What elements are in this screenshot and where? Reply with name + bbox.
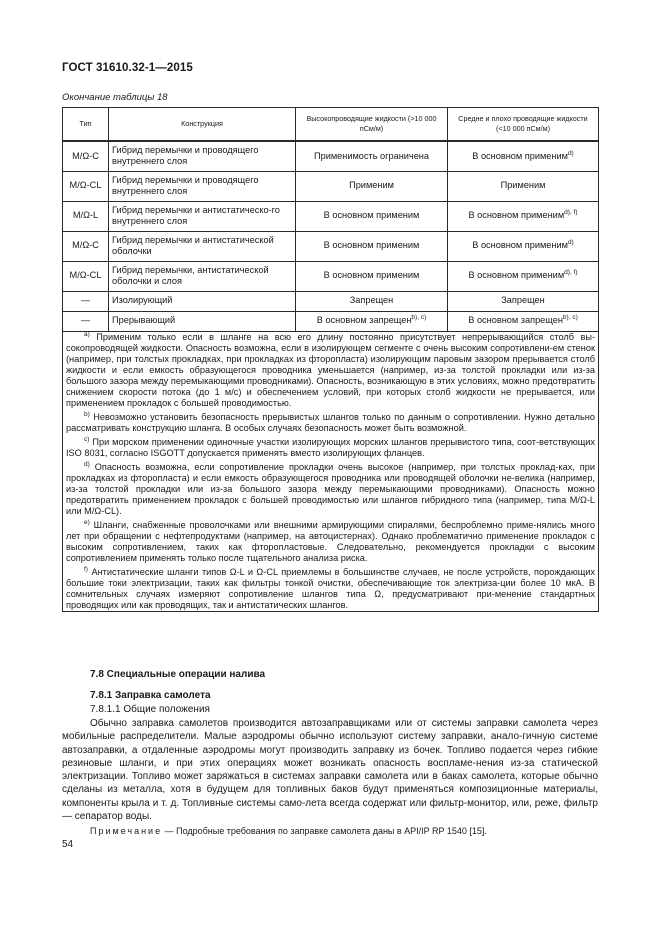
- cell-construction: Изолирующий: [109, 291, 296, 311]
- section-heading: 7.8 Специальные операции налива: [90, 669, 266, 680]
- note-mark: d): [84, 460, 90, 468]
- subsubsection-heading: 7.8.1.1 Общие положения: [90, 704, 210, 715]
- cell-high: [296, 201, 448, 231]
- cell-type: —: [63, 291, 109, 311]
- cell-value: Применим: [349, 180, 394, 191]
- cell-high: [296, 231, 448, 261]
- cell-value: В основном запрещен: [316, 315, 412, 326]
- cell-type: M/Ω-C: [63, 141, 109, 171]
- cell-value: Применим: [500, 180, 546, 191]
- cell-value: В основном применим: [323, 240, 420, 251]
- table-notes-row: [63, 331, 599, 612]
- note-text: Опасность возможна, если сопротивление прокладки очень высокое (например, при толстых проклад-ках, при прокладках из фторопласта) и если емкость образующегося проводника или проводящей оболочки не-велика (например, из-за толстой прокладки или из-за большого зазора между перемыкающими проводниками). Опасность можно предотвратить применением прокладок с большей проводимостью или шлангов гибридного типа (например, типа M/Ω-L или M/Ω-CL).: [66, 461, 595, 516]
- footnote-ref: d), f): [564, 269, 578, 277]
- cell-value: В основном применим: [323, 270, 420, 281]
- cell-low: [448, 311, 599, 331]
- table-row: [63, 231, 599, 261]
- table-row: [63, 171, 599, 201]
- footnote-ref: d): [567, 239, 574, 247]
- column-header: Высокопроводящие жидкости (>10 000 пСм/м): [296, 108, 448, 142]
- cell-high: [296, 141, 448, 171]
- table-header-row: [63, 108, 599, 142]
- cell-type: M/Ω-CL: [63, 171, 109, 201]
- table-row: [63, 291, 599, 311]
- note-text: Невозможно установить безопасность прерывистых шлангов только по данным о сопротивлении. Нужно детально рассматривать конструкцию шланга. В особых случаях безопасность может быть возможной.: [66, 411, 595, 433]
- table-notes: [63, 331, 599, 612]
- cell-construction: Гибрид перемычки и антистатической оболочки: [109, 231, 296, 261]
- cell-low: [448, 231, 599, 261]
- note-mark: b): [84, 410, 90, 418]
- footnote-ref: b), c): [562, 314, 578, 322]
- table-note: [66, 567, 595, 611]
- table-caption: Окончание таблицы 18: [62, 92, 168, 103]
- note-mark: c): [84, 435, 90, 443]
- note-text: Применим только если в шланге на всю его длину постоянно присутствует непрерывающийся столб вы-сокопроводящей жидкости. Опасность возможна, если в изолирующем сегменте с очень высоким сопротивлени-ем стенок (например, при толстых прокладках, при прокладках из фторопласта) изолирующим паровым зазором прерывается столб жидкости и если емкость образующегося проводника уменьшается (например, из-за толстой прокладки или из-за большого зазора между перемыкающими проводниками). Опасность, возникающую в этих условиях, можно предотвратить снижением скорости потока (до 1 м/с) и обеспечением условий, при которых столб жидкости не прерывается, или применением прокладок с большей проводимостью.: [66, 331, 596, 408]
- note-mark: f): [84, 566, 88, 574]
- cell-value: В основном применим: [323, 210, 420, 221]
- page-number: 54: [62, 839, 74, 850]
- cell-high: [296, 261, 448, 291]
- cell-value: Запрещен: [501, 295, 545, 306]
- table-note: [66, 412, 595, 434]
- cell-value: Запрещен: [349, 295, 394, 306]
- column-header: Средне и плохо проводящие жидкости (<10 000 пСм/м): [448, 108, 599, 142]
- cell-construction: Гибрид перемычки и проводящего внутреннего слоя: [109, 171, 296, 201]
- cell-type: M/Ω-L: [63, 201, 109, 231]
- document-header: ГОСТ 31610.32-1—2015: [62, 62, 193, 74]
- table-note: [66, 462, 595, 517]
- cell-low: [448, 141, 599, 171]
- cell-construction: Гибрид перемычки, антистатической оболочки и слоя: [109, 261, 296, 291]
- column-header: Конструкция: [109, 108, 296, 142]
- note-mark: a): [84, 330, 90, 338]
- cell-value: В основном запрещен: [468, 315, 563, 326]
- cell-type: M/Ω-C: [63, 231, 109, 261]
- column-header: Тип: [63, 108, 109, 142]
- note-mark: e): [84, 518, 90, 526]
- table-note: [66, 332, 595, 409]
- cell-type: —: [63, 311, 109, 331]
- cell-high: [296, 311, 448, 331]
- cell-construction: Гибрид перемычки и проводящего внутреннего слоя: [109, 141, 296, 171]
- body-paragraph: Обычно заправка самолетов производится автозаправщиками или от системы заправки самолета через мобильные распределители. Малые аэродромы обычно используют систему заправки, анало-гичную системе автозаправки, а отдаленные аэродромы могут производить заправку из бочек. Топливо подается через гибкие резиновые шланги, и при этих операциях может возникать опасность воспламе-нения из-за статической электризации. Топливо может заряжаться в системах заправки самолета или в баках самолета, которые обычно сделаны из металла, хотя в будущем для топливных баков будут применяться композиционные материалы, компоненты крыла и т. д. Топливные системы само-лета всегда содержат или фильтр-монитор, или, реже, фильтр — сепаратор воды.: [62, 718, 598, 823]
- cell-low: [448, 171, 599, 201]
- table-note: [66, 520, 595, 564]
- cell-construction: Прерывающий: [109, 311, 296, 331]
- note-label: Примечание: [90, 826, 163, 836]
- subsection-heading: 7.8.1 Заправка самолета: [90, 690, 211, 701]
- table-row: [63, 311, 599, 331]
- cell-low: [448, 201, 599, 231]
- hose-types-table: [62, 107, 599, 612]
- note-text: При морском применении одиночные участки изолирующих морских шлангов прерывистого типа, соот-ветствующих ISO 8031, согласно ISGOTT допускается применять вместо изолирующих фланцев.: [66, 436, 595, 458]
- footnote-ref: b), c): [411, 314, 427, 322]
- cell-low: [448, 261, 599, 291]
- cell-low: [448, 291, 599, 311]
- cell-high: [296, 291, 448, 311]
- footnote-ref: d), f): [564, 209, 578, 217]
- note-text: Антистатические шланги типов Ω-L и Ω-CL приемлемы в большинстве случаев, не после устройств, порождающих большие токи электризации, таких как фильтры тонкой очистки, обеспечивающие ток электриза-ции более 10 мкА. В сомнительных случаях измеряют сопротивление шлангов типа Ω, предусматривают при-менение стандартных проводящих или как проводящих, так и антистатических шлангов.: [66, 567, 595, 611]
- table-row: [63, 261, 599, 291]
- cell-value: В основном применим: [468, 270, 565, 281]
- note-text: — Подробные требования по заправке самолета даны в API/IP RP 1540 [15].: [162, 826, 487, 836]
- table-row: [63, 141, 599, 171]
- cell-type: M/Ω-CL: [63, 261, 109, 291]
- note-line: [90, 826, 487, 836]
- cell-construction: Гибрид перемычки и антистатическо-го внутреннего слоя: [109, 201, 296, 231]
- cell-value: В основном применим: [472, 240, 568, 251]
- cell-value: В основном применим: [468, 210, 565, 221]
- table-note: [66, 437, 595, 459]
- note-text: Шланги, снабженные проволочками или внешними армирующими спиралями, беспроблемно приме-нялись много лет при обращении с нефтепродуктами (например, на автоцистернах). Однако проблематично применение прокладок с высоким сопротивлением, таких как фторопластовые. Следовательно, рекомендуется прокладки с высоким сопротивлением применять только после тщательного анализа риска.: [66, 520, 595, 564]
- cell-value: Применимость ограничена: [313, 150, 429, 161]
- cell-value: В основном применим: [472, 150, 568, 161]
- footnote-ref: d): [567, 149, 574, 157]
- cell-high: [296, 171, 448, 201]
- table-row: [63, 201, 599, 231]
